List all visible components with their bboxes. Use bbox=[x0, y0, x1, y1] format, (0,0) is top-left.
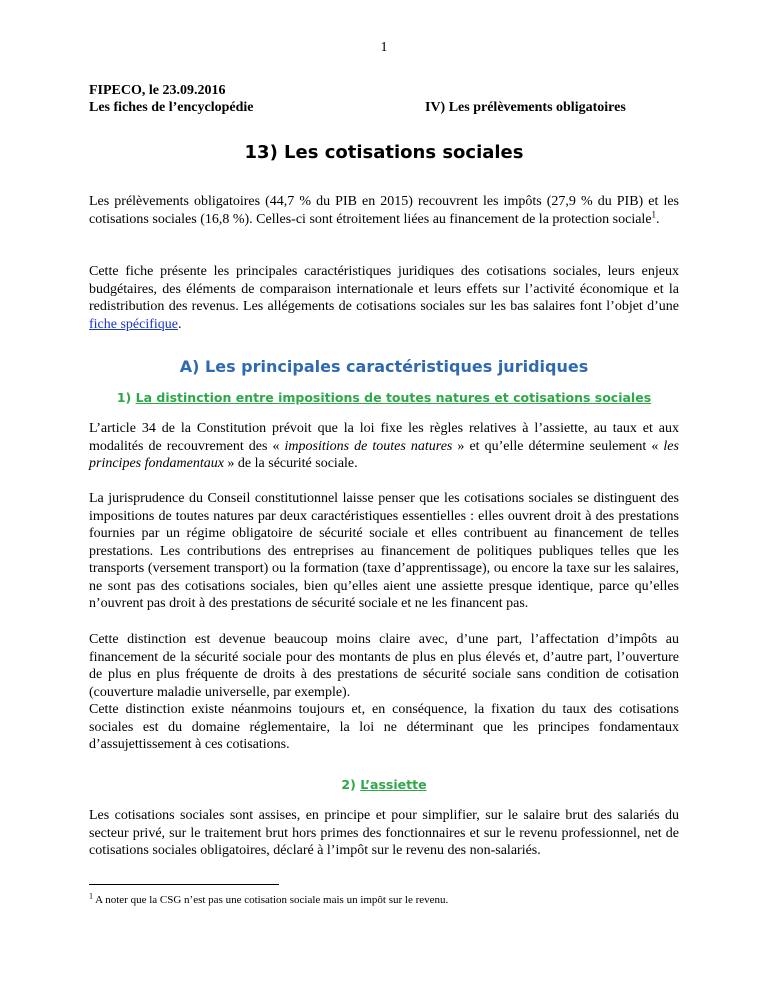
subsection-1-number: 1) bbox=[116, 390, 132, 405]
intro-text-2: Cette fiche présente les principales caractéristiques juridiques des cotisations sociales, leurs enjeux budgétaires, des éléments de comparaison internationale et leurs effets sur l’activité économique et la redistribution des revenus. Les allégements de cotisations sociales sur les bas salaires font l’objet d’une bbox=[89, 264, 679, 314]
subsection-2-number: 2) bbox=[341, 777, 356, 792]
subsection-2-title: L’assiette bbox=[360, 777, 427, 792]
footnote-ref[interactable]: 1 bbox=[651, 208, 657, 219]
footnote-1 bbox=[89, 891, 449, 906]
footnote-number: 1 bbox=[89, 891, 93, 901]
intro-text-1: Les prélèvements obligatoires (44,7 % du PIB en 2015) recouvrent les impôts (27,9 % du PIB) et les cotisations sociales (16,8 %). Celles-ci sont étroitement liées au financement de la protection sociale bbox=[89, 194, 679, 227]
paragraph-taux: Cette distinction existe néanmoins toujours et, en conséquence, la fixation du taux des cotisations sociales est du domaine réglementaire, la loi ne déterminant que les principes fondamentaux d’assujettissement à ces cotisations. bbox=[89, 702, 679, 752]
paragraph-article-34-text-a: L’article 34 de la Constitution prévoit que la loi fixe les règles relatives à l’assiette, au taux et aux modalités de recouvrement des « bbox=[89, 421, 679, 454]
page-title: 13) Les cotisations sociales bbox=[244, 142, 524, 163]
meta-date-line: FIPECO, le 23.09.2016 bbox=[89, 83, 226, 98]
page-number: 1 bbox=[380, 40, 388, 55]
footnote-text: A noter que la CSG n’est pas une cotisation sociale mais un impôt sur le revenu. bbox=[93, 894, 449, 906]
intro-text-2-end: . bbox=[178, 316, 182, 332]
meta-chapter: IV) Les prélèvements obligatoires bbox=[425, 100, 626, 115]
paragraph-article-34-text-c: » de la sécurité sociale. bbox=[223, 456, 358, 471]
meta-series-line: Les fiches de l’encyclopédie bbox=[89, 100, 254, 115]
paragraph-article-34 bbox=[89, 420, 679, 473]
fiche-specifique-link[interactable]: fiche spécifique bbox=[89, 316, 179, 332]
italic-impositions: impositions de toutes natures bbox=[284, 438, 453, 454]
intro-paragraph-1 bbox=[89, 193, 679, 228]
subsection-1-title: La distinction entre impositions de toutes natures et cotisations sociales bbox=[135, 390, 652, 405]
document-meta bbox=[89, 82, 253, 116]
paragraph-assiette: Les cotisations sociales sont assises, en principe et pour simplifier, sur le salaire brut des salariés du secteur privé, sur le traitement brut hors primes des fonctionnaires et sur le revenu professionnel, net de cotisations sociales obligatoires, déclaré à l’impôt sur le revenu des non-salariés. bbox=[89, 808, 679, 858]
paragraph-jurisprudence: La jurisprudence du Conseil constitutionnel laisse penser que les cotisations sociales se distinguent des impositions de toutes natures par deux caractéristiques essentielles : elles ouvrent droit à des prestations fournies par un régime obligatoire de sécurité sociale et elles contribuent au financement de telles prestations. Les contributions des entreprises au financement de politiques publiques telles que les transports (versement transport) ou la formation (taxe d’apprentissage), ou encore la taxe sur les salaires, ne sont pas des cotisations sociales, bien qu’elles aient une assiette presque identique, parce qu’elles n’ouvrent pas droit à des prestations de sécurité sociale et ne les financent pas. bbox=[89, 491, 679, 611]
paragraph-distinction: Cette distinction est devenue beaucoup moins claire avec, d’une part, l’affectation d’impôts au financement de la sécurité sociale pour des montants de plus en plus élevés et, d’autre part, l’ouverture de plus en plus fréquente de droits à des prestations de sécurité sociale sans condition de cotisation (couverture maladie universelle, par exemple). bbox=[89, 632, 679, 700]
italic-principes: les principes fondamentaux bbox=[89, 438, 679, 471]
footnote-separator bbox=[89, 884, 279, 885]
intro-text-1-end: . bbox=[656, 211, 660, 227]
subsection-2-heading bbox=[0, 777, 768, 792]
subsection-1-heading bbox=[0, 390, 768, 405]
intro-paragraph-2 bbox=[89, 263, 679, 333]
section-a-heading: A) Les principales caractéristiques juridiques bbox=[179, 357, 589, 376]
paragraph-article-34-text-b: » et qu’elle détermine seulement « bbox=[452, 438, 664, 454]
